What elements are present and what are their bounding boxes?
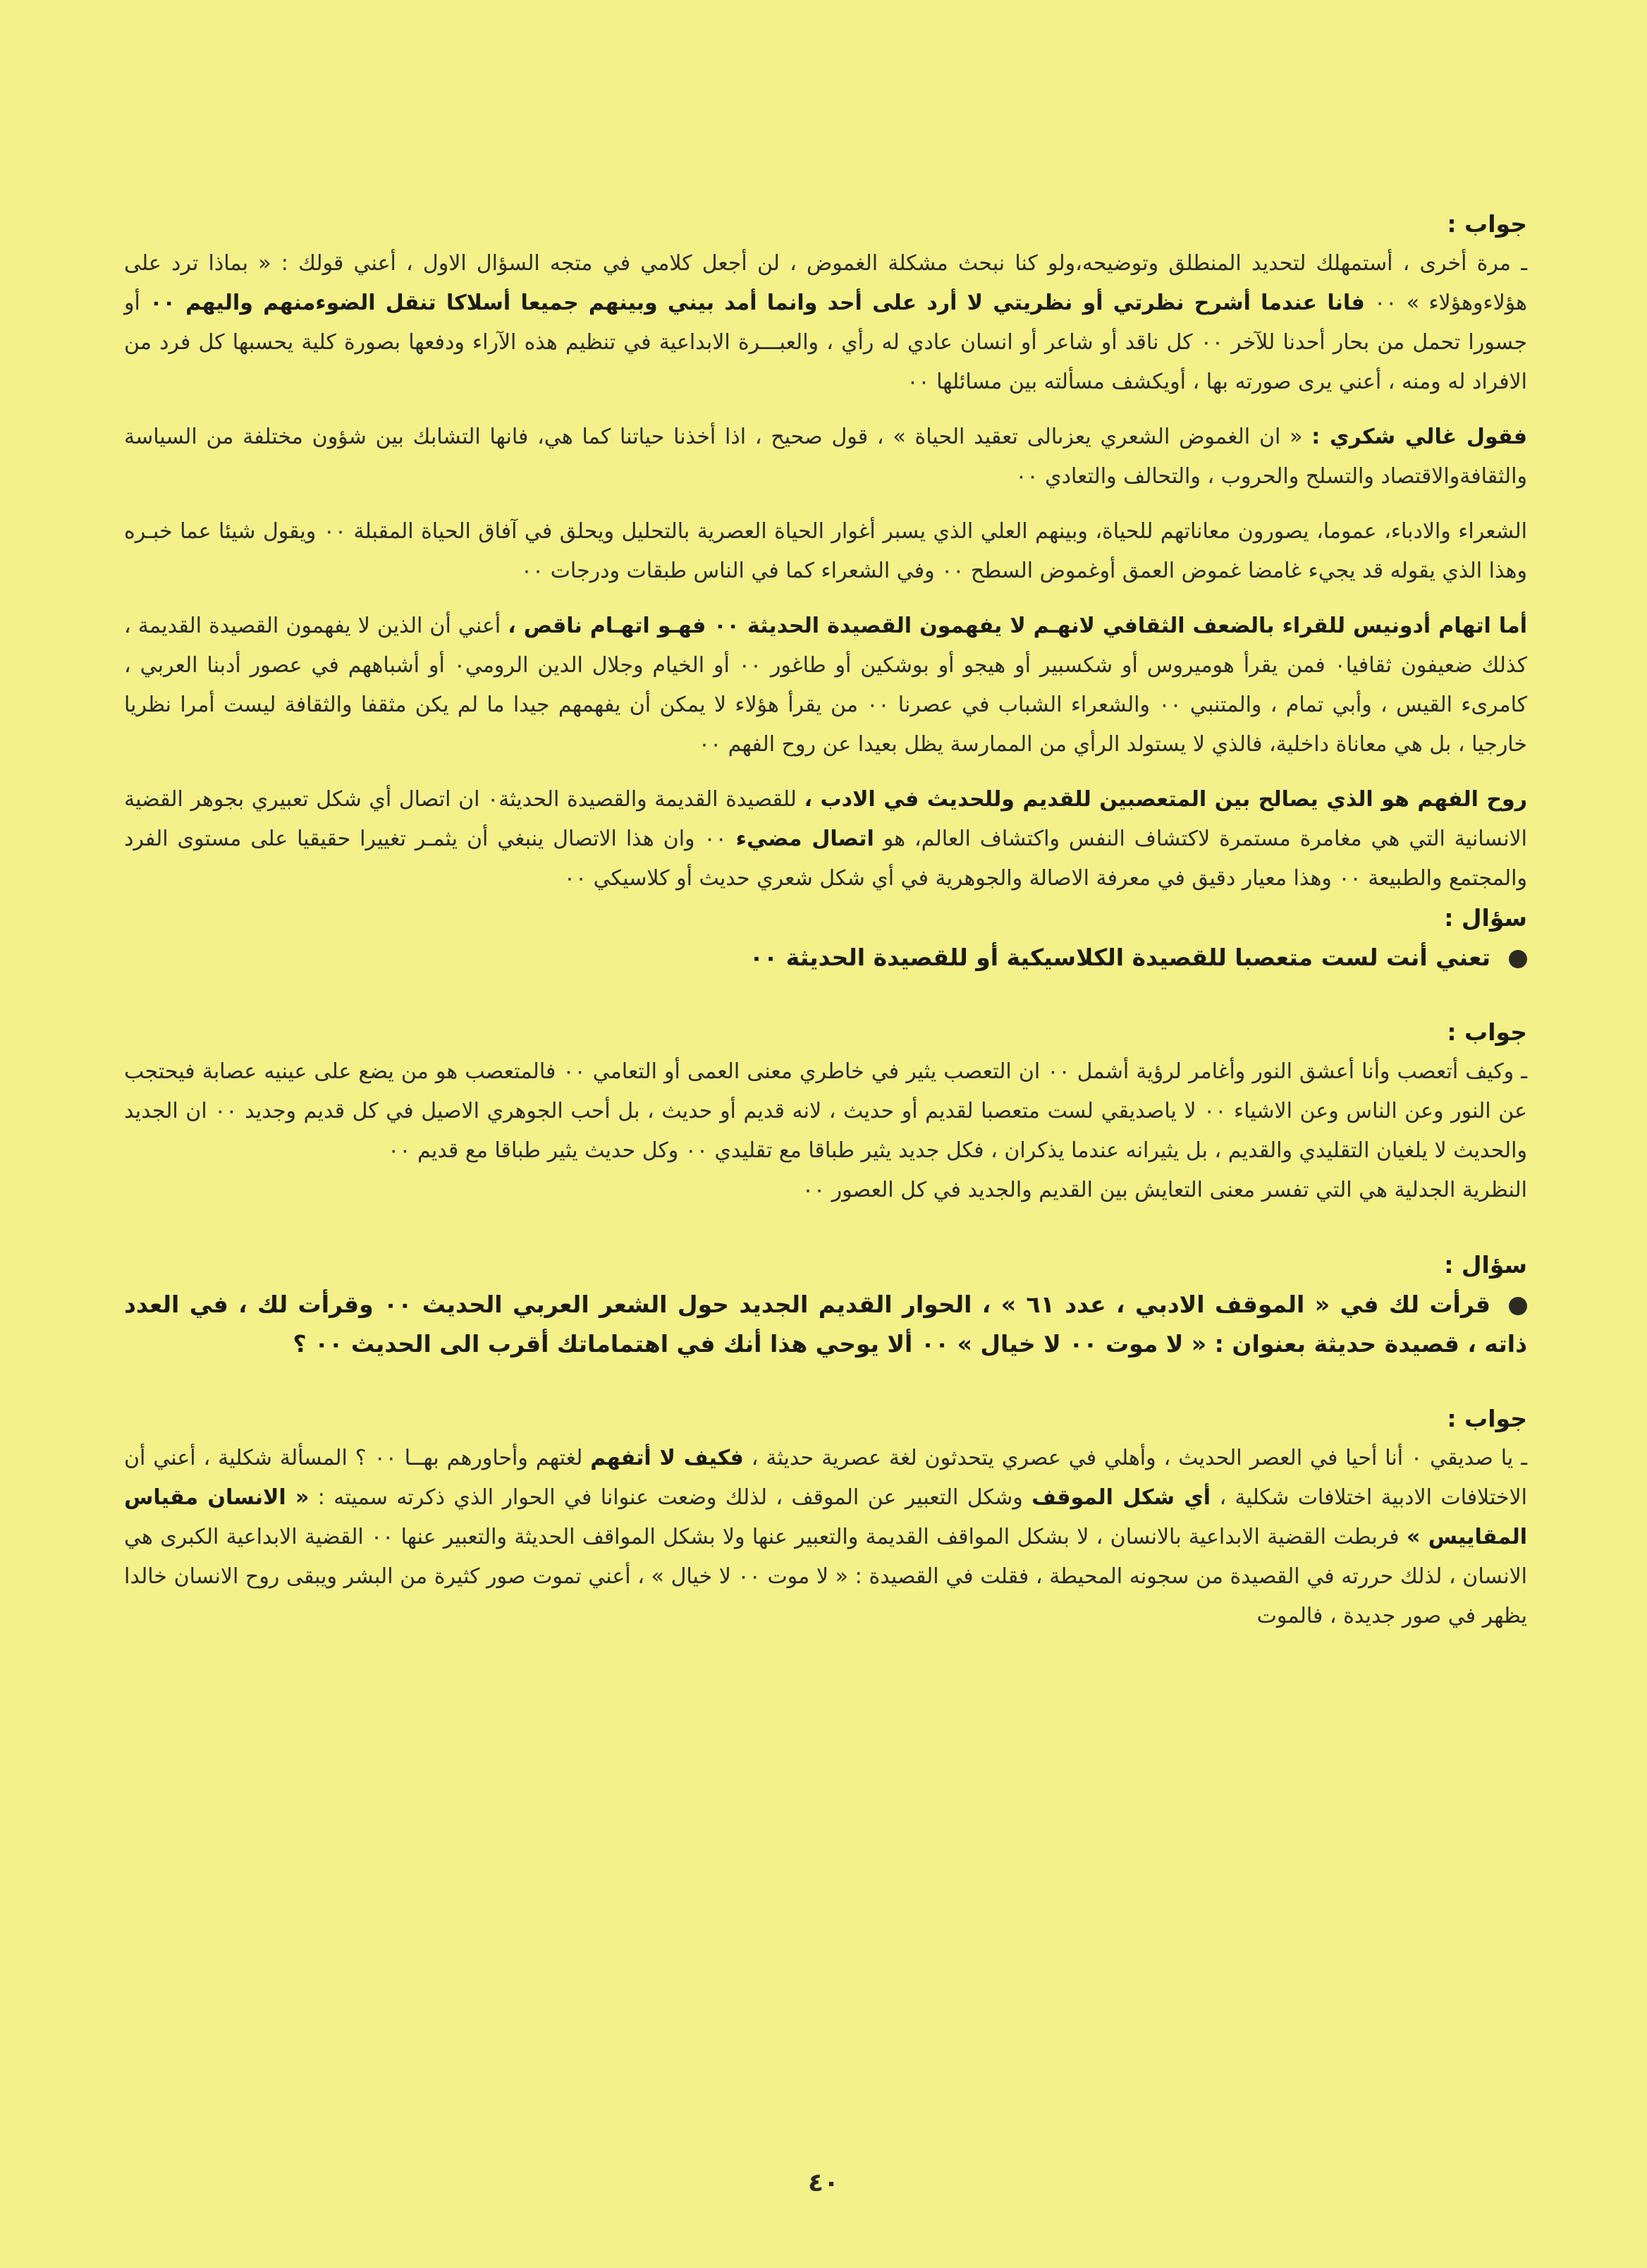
question-text: قرأت لك في « الموقف الادبي ، عدد ٦١ » ، الحوار القديم الجديد حول الشعر العربي الحديث ٠٠ وقرأت لك ، في العدد ذاته ، قصيدة حديثة بعنوان : « لا موت ٠٠ لا خيال » ٠٠ ألا يوحي هذا أنك في اهتماماتك أقرب الى الحديث ٠٠ ؟	[124, 1291, 1527, 1358]
question-label: سؤال :	[1444, 1251, 1527, 1279]
answer-paragraph: روح الفهم هو الذي يصالح بين المتعصبين للقديم وللحديث في الادب ، للقصيدة القديمة والقصيدة الحديثة٠ ان اتصال أي شكل تعبيري بجوهر القضية الانسانية التي هي مغامرة مستمرة لاكتشاف النفس واكتشاف العالم، هو اتصال مضيء ٠٠ وان هذا الاتصال ينبغي أن يثمـر تغييرا حقيقيا على مستوى الفرد والمجتمع والطبيعة ٠٠ وهذا معيار دقيق في معرفة الاصالة والجوهرية في أي شكل شعري حديث أو كلاسيكي ٠٠	[124, 787, 1527, 891]
answer-paragraph: أما اتهام أدونيس للقراء بالضعف الثقافي لانهـم لا يفهمون القصيدة الحديثة ٠٠ فهـو اتهـام ناقص ، أعني أن الذين لا يفهمون القصيدة القديمة ، كذلك ضعيفون ثقافيا٠ فمن يقرأ هوميروس أو شكسبير أو هيجو أو بوشكين أو طاغور ٠٠ أو الخيام وجلال الدين الرومي٠ أو أشباههم في عصور أدبنا العربي ، كامرىء القيس ، وأبي تمام ، والمتنبي ٠٠ والشعراء الشباب في عصرنا ٠٠ من يقرأ هؤلاء لا يمكن أن يفهمهم جيدا ما لم يكن مثقفا والثقافة ليست أمرا نظريا خارجيا ، بل هي معاناة داخلية، فالذي لا يستولد الرأي من الممارسة يظل بعيدا عن روح الفهم ٠٠	[124, 614, 1527, 757]
answer-label: جواب :	[1447, 210, 1527, 238]
answer-paragraph: فقول غالي شكري : « ان الغموض الشعري يعزىالى تعقيد الحياة » ، قول صحيح ، اذا أخذنا حياتنا كما هي، فانها التشابك بين شؤون مختلفة من السياسة والثقافةوالاقتصاد والتسلح والحروب ، والتحالف والتعادي ٠٠	[124, 425, 1527, 489]
question-text: تعني أنت لست متعصبا للقصيدة الكلاسيكية أو للقصيدة الحديثة ٠٠	[124, 938, 1527, 977]
answer-label: جواب :	[1447, 1018, 1527, 1046]
answer-paragraph: النظرية الجدلية هي التي تفسر معنى التعايش بين القديم والجديد في كل العصور ٠٠	[802, 1178, 1527, 1202]
question-label: سؤال :	[1444, 904, 1527, 932]
answer-paragraph: ـ يا صديقي ٠ أنا أحيا في العصر الحديث ، وأهلي في عصري يتحدثون لغة عصرية حديثة ، فكيف لا أتفهم لغتهم وأحاورهم بهــا ٠٠ ؟ المسألة شكلية ، أعني أن الاختلافات الادبية اختلافات شكلية ، أي شكل الموقف وشكل التعبير عن الموقف ، لذلك وضعت عنوانا في الحوار الذي ذكرته سميته : « الانسان مقياس المقاييس » فربطت القضية الابداعية بالانسان ، لا بشكل المواقف القديمة والتعبير عنها ولا بشكل المواقف الحديثة والتعبير عنها ٠٠ القضية الابداعية الكبرى هي الانسان ، لذلك حررته في القصيدة من سجونه المحيطة ، فقلت في القصيدة : « لا موت ٠٠ لا خيال » ، أعني تموت صور كثيرة من البشر ويبقى روح الانسان خالدا يظهر في صور جديدة ، فالموت	[124, 1446, 1528, 1628]
page-number: ٤٠	[808, 2169, 839, 2197]
article-body	[124, 205, 1527, 1636]
answer-paragraph: الشعراء والادباء، عموما، يصورون معاناتهم للحياة، وبينهم العلي الذي يسبر أغوار الحياة العصرية بالتحليل ويحلق في آفاق الحياة المقبلة ٠٠ ويقول شيئا عما خبـره وهذا الذي يقوله قد يجيء غامضا غموض العمق أوغموض السطح ٠٠ وفي الشعراء كما في الناس طبقات ودرجات ٠٠	[124, 519, 1527, 583]
answer-paragraph: ـ مرة أخرى ، أستمهلك لتحديد المنطلق وتوضيحه،ولو كنا نبحث مشكلة الغموض ، لن أجعل كلامي في متجه السؤال الاول ، أعني قولك : « بماذا ترد على هؤلاءوهؤلاء » ٠٠ فانا عندما أشرح نظرتي أو نظريتي لا أرد على أحد وانما أمد بيني وبينهم جميعا أسلاكا تنقل الضوءمنهم واليهم ٠٠ أو جسورا تحمل من بحار أحدنا للآخر ٠٠ كل ناقد أو شاعر أو انسان عادي له رأي ، والعبـــرة الابداعية في تنظيم هذه الآراء ودفعها بصورة كلية يحسبها كل فرد من الافراد له ومنه ، أعني يرى صورته بها ، أويكشف مسألته بين مسائلها ٠٠	[124, 251, 1528, 394]
answer-paragraph: ـ وكيف أتعصب وأنا أعشق النور وأغامر لرؤية أشمل ٠٠ ان التعصب يثير في خاطري معنى العمى أو التعامي ٠٠ فالمتعصب هو من يضع على عينيه عصابة فيحتجب عن النور وعن الناس وعن الاشياء ٠٠ لا ياصديقي لست متعصبا لقديم أو حديث ، لانه قديم أو حديث ، بل أحب الجوهري الاصيل في كل قديم وجديد ٠٠ ان الجديد والحديث لا يلغيان التقليدي والقديم ، بل يثيرانه عندما يذكران ، فكل جديد يثير طباقا مع تقليدي ٠٠ وكل حديث يثير طباقا مع قديم ٠٠	[124, 1059, 1528, 1163]
bullet-icon	[1509, 1297, 1527, 1315]
answer-label: جواب :	[1447, 1405, 1527, 1432]
bullet-icon	[1509, 950, 1527, 968]
